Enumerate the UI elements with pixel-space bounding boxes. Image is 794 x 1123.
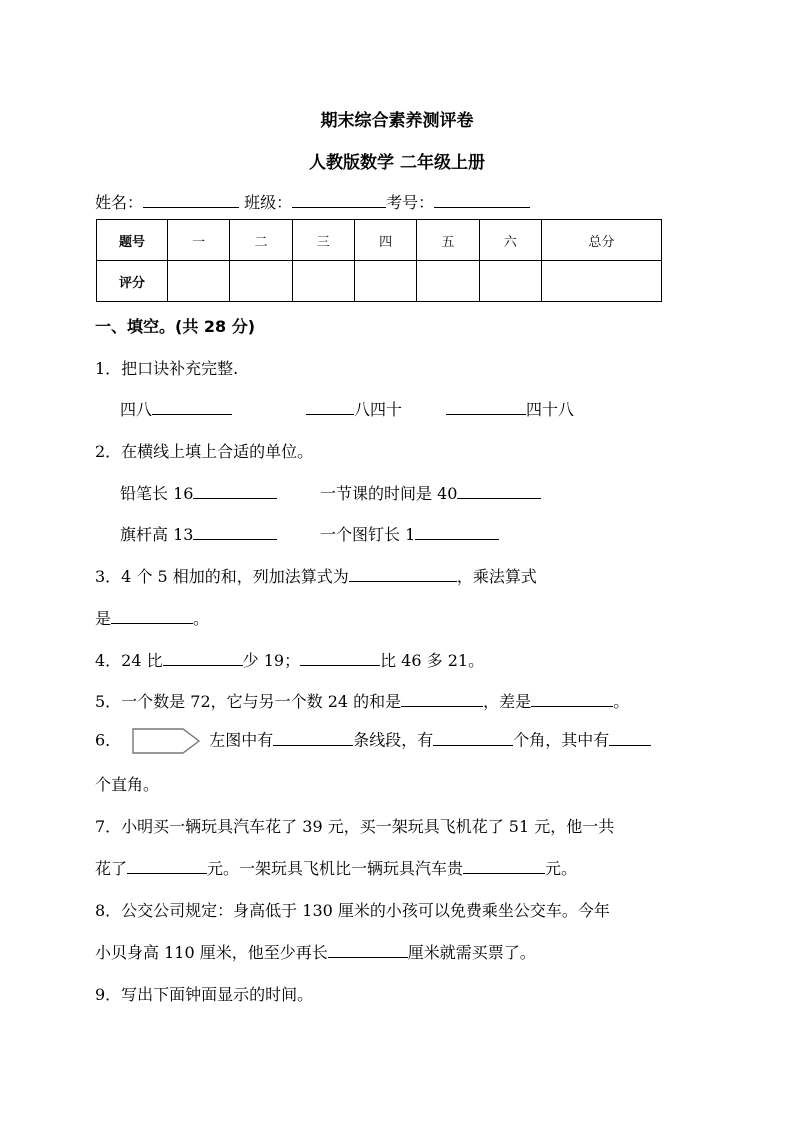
answer-blank[interactable] <box>457 484 541 499</box>
answer-blank[interactable] <box>401 692 483 707</box>
score-cell: 六 <box>479 220 541 261</box>
q7-text: 元。 <box>545 859 578 878</box>
question-2-row <box>120 522 277 545</box>
question-2-row <box>320 481 541 504</box>
question-1-row <box>306 397 402 420</box>
q7-text: 花了 <box>95 859 128 878</box>
score-cell: 二 <box>230 220 292 261</box>
q6-number: 6． <box>95 730 122 750</box>
answer-blank[interactable] <box>446 400 526 415</box>
answer-blank[interactable] <box>152 400 232 415</box>
question-4 <box>95 648 484 671</box>
score-row-label: 评分 <box>97 261 168 302</box>
question-3 <box>95 564 537 587</box>
q4-text: 比 46 多 21。 <box>380 651 485 670</box>
question-2-row <box>320 522 499 545</box>
answer-blank[interactable] <box>193 525 277 540</box>
score-table-header-row <box>97 220 662 261</box>
answer-blank[interactable] <box>193 484 277 499</box>
q1-item-a: 四八 <box>120 400 153 419</box>
number-blank[interactable] <box>434 193 530 208</box>
q5-text: ，差是 <box>483 692 532 711</box>
question-1-row <box>446 397 574 420</box>
name-blank[interactable] <box>143 193 239 208</box>
score-input-cell[interactable] <box>479 261 541 302</box>
score-table <box>96 219 662 302</box>
answer-blank[interactable] <box>609 731 651 746</box>
score-input-cell[interactable] <box>168 261 230 302</box>
q6-text: 左图中有 <box>209 730 274 750</box>
question-7: 7．小明买一辆玩具汽车花了 39 元，买一架玩具飞机花了 51 元，他一共 <box>95 817 615 836</box>
answer-blank[interactable] <box>415 525 499 540</box>
q2-item-c: 旗杆高 13 <box>120 525 194 544</box>
score-input-cell[interactable] <box>230 261 292 302</box>
answer-blank[interactable] <box>433 731 513 746</box>
score-cell: 一 <box>168 220 230 261</box>
page-subtitle: 人教版数学 二年级上册 <box>309 153 485 173</box>
answer-blank[interactable] <box>111 609 193 624</box>
q3-text: ，乘法算式 <box>456 567 537 586</box>
answer-blank[interactable] <box>349 567 457 582</box>
answer-blank[interactable] <box>306 400 354 415</box>
question-8-cont <box>95 940 536 963</box>
q3-text: 是 <box>95 609 112 628</box>
score-input-cell[interactable] <box>541 261 661 302</box>
score-input-cell[interactable] <box>354 261 416 302</box>
page-title: 期末综合素养测评卷 <box>320 111 474 131</box>
score-input-cell[interactable] <box>417 261 479 302</box>
q2-item-a: 铅笔长 16 <box>120 484 194 503</box>
question-2: 2．在横线上填上合适的单位。 <box>95 442 314 461</box>
question-6 <box>95 727 651 755</box>
question-7-cont <box>95 856 577 879</box>
answer-blank[interactable] <box>328 943 408 958</box>
score-input-cell[interactable] <box>292 261 354 302</box>
q8-text: 厘米就需买票了。 <box>407 943 536 962</box>
q7-text: 元。一架玩具飞机比一辆玩具汽车贵 <box>207 859 464 878</box>
answer-blank[interactable] <box>463 859 545 874</box>
q4-text: 4．24 比 <box>95 651 163 670</box>
answer-blank[interactable] <box>163 651 243 666</box>
score-cell: 总分 <box>541 220 661 261</box>
answer-blank[interactable] <box>127 859 207 874</box>
q1-item-c: 四十八 <box>526 400 575 419</box>
number-label: 考号： <box>386 193 435 212</box>
q6-text: 条线段，有 <box>353 730 434 750</box>
q4-text: 少 19； <box>242 651 301 670</box>
score-cell: 五 <box>417 220 479 261</box>
pentagon-arrow-figure <box>131 727 201 755</box>
question-3-cont <box>95 606 209 629</box>
section-heading: 一、填空。(共 28 分) <box>95 317 256 336</box>
q2-item-b: 一节课的时间是 40 <box>320 484 458 503</box>
answer-blank[interactable] <box>300 651 380 666</box>
q2-item-d: 一个图钉长 1 <box>320 525 416 544</box>
answer-blank[interactable] <box>273 731 353 746</box>
question-6-cont: 个直角。 <box>95 775 160 794</box>
class-blank[interactable] <box>292 193 386 208</box>
score-cell: 三 <box>292 220 354 261</box>
q1-item-b: 八四十 <box>354 400 403 419</box>
q5-text: 5．一个数是 72，它与另一个数 24 的和是 <box>95 692 402 711</box>
q5-text: 。 <box>613 692 630 711</box>
q6-text: 个角，其中有 <box>513 730 610 750</box>
score-cell: 四 <box>354 220 416 261</box>
q3-text: 3．4 个 5 相加的和，列加法算式为 <box>95 567 349 586</box>
q3-text: 。 <box>193 609 210 628</box>
answer-blank[interactable] <box>531 692 613 707</box>
student-info-row <box>95 190 530 213</box>
question-2-row <box>120 481 277 504</box>
score-table-score-row <box>97 261 662 302</box>
question-9: 9．写出下面钟面显示的时间。 <box>95 985 314 1004</box>
question-1-row <box>120 397 232 420</box>
name-label: 姓名： <box>95 193 144 212</box>
question-8: 8．公交公司规定：身高低于 130 厘米的小孩可以免费乘坐公交车。今年 <box>95 901 610 920</box>
score-cell: 题号 <box>97 220 168 261</box>
class-label: 班级： <box>244 193 293 212</box>
q8-text: 小贝身高 110 厘米，他至少再长 <box>95 943 328 962</box>
question-1: 1．把口诀补充完整. <box>95 359 239 378</box>
question-5 <box>95 689 629 712</box>
